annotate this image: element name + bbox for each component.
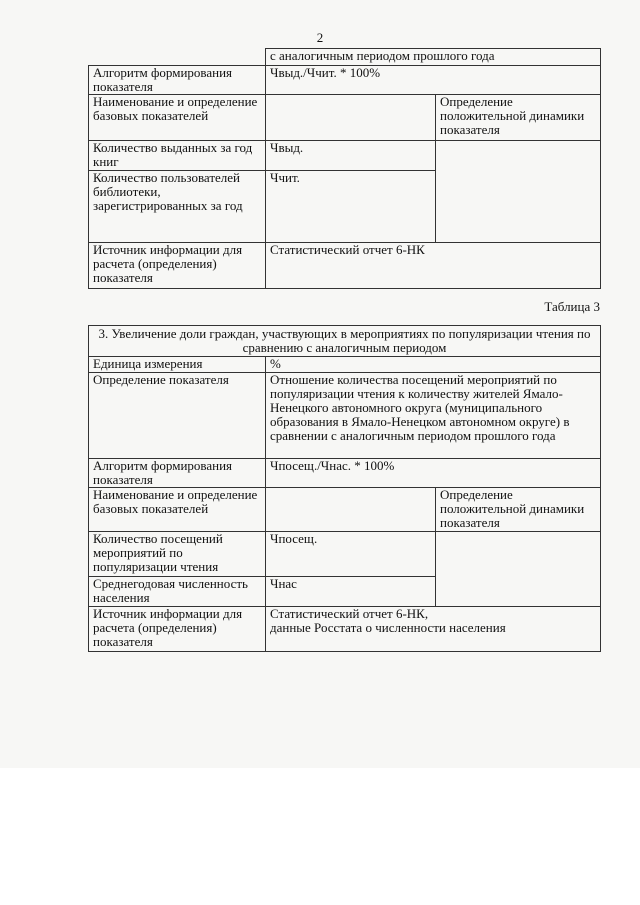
row-label: Алгоритм формирования показателя xyxy=(89,459,266,488)
table-row xyxy=(89,607,601,652)
row-value: Чпосещ. xyxy=(266,532,436,577)
row-value: Отношение количества посещений мероприятий по популяризации чтения к количеству жителей Ямало-Ненецкого автономного округа (муниципального образования в Ямало-Ненецком автономном округе) в сравнении с аналогичным периодом прошлого года xyxy=(266,373,601,459)
row-label: Количество выданных за год книг xyxy=(89,141,266,171)
table-row xyxy=(89,326,601,357)
indicator-title: 3. Увеличение доли граждан, участвующих в мероприятиях по популяризации чтения по сравнению с аналогичным периодом xyxy=(89,326,601,357)
table-row xyxy=(89,459,601,488)
row-label: Наименование и определение базовых показателей xyxy=(89,488,266,532)
table-caption: Таблица 3 xyxy=(544,299,600,314)
row-value: Чвыд./Ччит. * 100% xyxy=(266,66,601,95)
row-value: % xyxy=(266,357,601,373)
table-row xyxy=(89,488,601,532)
row-label: Источник информации для расчета (определения) показателя xyxy=(89,607,266,652)
table-row xyxy=(89,95,601,141)
continuation-text: с аналогичным периодом прошлого года xyxy=(266,49,601,66)
empty-note-cell xyxy=(436,532,601,607)
table-row xyxy=(89,141,601,171)
row-label: Источник информации для расчета (определения) показателя xyxy=(89,243,266,289)
row-label: Среднегодовая численность населения xyxy=(89,577,266,607)
table-row xyxy=(89,49,601,66)
indicator-table-continued xyxy=(88,48,601,289)
row-note: Определение положительной динамики показателя xyxy=(436,95,601,141)
table-row xyxy=(89,373,601,459)
row-value: Статистический отчет 6-НК, данные Росстата о численности населения xyxy=(266,607,601,652)
table-row xyxy=(89,66,601,95)
empty-note-cell xyxy=(436,141,601,243)
row-label: Наименование и определение базовых показателей xyxy=(89,95,266,141)
row-label: Алгоритм формирования показателя xyxy=(89,66,266,95)
row-value: Чвыд. xyxy=(266,141,436,171)
row-value: Ччит. xyxy=(266,171,436,243)
row-label: Определение показателя xyxy=(89,373,266,459)
row-label: Единица измерения xyxy=(89,357,266,373)
row-label: Количество посещений мероприятий по популяризации чтения xyxy=(89,532,266,577)
row-label: Количество пользователей библиотеки, зарегистрированных за год xyxy=(89,171,266,243)
indicator-table-3 xyxy=(88,325,601,652)
table-row xyxy=(89,243,601,289)
row-value xyxy=(266,95,436,141)
row-note: Определение положительной динамики показателя xyxy=(436,488,601,532)
table-row xyxy=(89,357,601,373)
row-value: Чнас xyxy=(266,577,436,607)
table-row xyxy=(89,532,601,577)
row-value xyxy=(266,488,436,532)
row-value: Статистический отчет 6-НК xyxy=(266,243,601,289)
page-number: 2 xyxy=(316,30,324,45)
row-value: Чпосещ./Чнас. * 100% xyxy=(266,459,601,488)
